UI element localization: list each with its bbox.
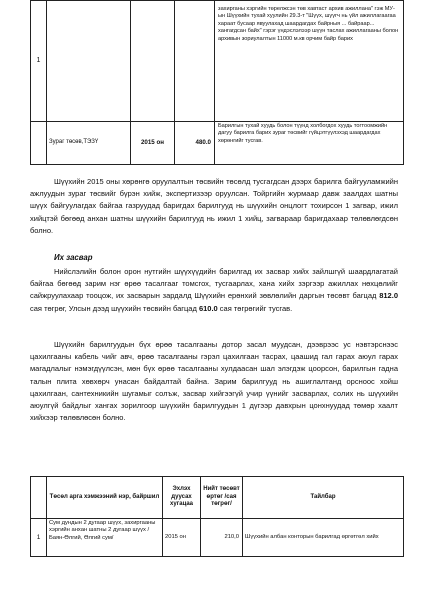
note-cell: Шүүхийн албан конторын барилгад өргөтгөл хийх [243, 519, 404, 557]
cost-cell: 210,0 [201, 519, 243, 557]
paragraph-summary [30, 176, 398, 237]
header-cell-note: Тайлбар [243, 477, 404, 519]
amount-cell: 480.0 [175, 122, 215, 165]
amount-highlight: 610.0 [198, 303, 218, 313]
empty-cell [31, 122, 47, 165]
paragraph-text: Нийслэлийн болон орон нутгийн шүүхүүдийн барилгад их засвар хийх зайлшгүй шаардлагатай байгаа бөгөөд зарим нэг өрөө тасалгааг томсгох, тусгаарлах, хана хийх зэргээр ажиллах нөхцөлийг сайжруулахаар тооцож, их засварын зардалд Шүүхийн ерөнхий зөвлөлийн даргын төсөвт багцад [30, 267, 398, 301]
table-row [31, 1, 404, 122]
project-name-cell: Сум дундын 2 дугаар шүүх, захиргааны хэргийн анхан шатны 2 дугаар шүүх /Баян-Өлгий, Өлгий сум/ [47, 519, 163, 557]
paragraph-building-condition [30, 339, 398, 424]
table-row [31, 122, 404, 165]
paragraph-text: Шүүхийн 2015 оны хөрөнгө оруулалтын төсвийн төсөлд тусгагдсан дээрх барилга байгууламжийн ажлуудын зураг төсвийг бүрэн хийж, экспертизээр оруулсан. Тойргийн журмаар давж заалдах шатны шүүх байгуулагдах байгаа газруудад баригдах барилгууд нь шүүхийн онцлогт тохирсон 1 загвар, ижил хийцтэй бөгөөд анхан шатны шүүхийн барилгууд нь ижил 1 хийц, загвараар баригдахаар төлөвлөгдсөн болно. [30, 177, 398, 235]
paragraph-text: Шүүхийн барилгуудын бүх өрөө тасалгааны дотор засал муудсан, дээврээс ус нэвтэрснээс цахилгааны кабель чийг авч, өрөө тасалгааны гэрэл цахилгаан тасрах, цаашид гал гарах аюул гарах магадлалыг нэмэгдүүлсэн, мөн бүх өрөө тасалгааны хулдаасан шал элэгдэж цоорсон, барилгын гадна талын плита хөвхөрч унасан байдалтай байна. Зарим барилгууд нь ашиглалтанд орсноос хойш цахилгаан, сантехникийн шугамыг солъж, засвар хийгээгүй учир үүнийг засварлах, солих нь шүүхийн аюулгүй байдлыг хангах зорилгоор шүүхийн барилгуудын 1 дүгээр давхрын цонхнуудад төмөр хаалт хийхээр төлөвлөсөн болно. [30, 340, 398, 423]
header-cell-period: Эхлэх дуусах хугацаа [163, 477, 201, 519]
paragraph-major-repair [30, 266, 398, 315]
year-cell: 2015 он [163, 519, 201, 557]
year-cell: 2015 он [131, 122, 175, 165]
description-cell: Барилгын тухай хуудь болон түүнд холбогдох хуудь тогтоомжийн дагуу барилга барих зураг төсвийг гүйцэтгүүлэхэд шаардагдах хөрөнгийг тусгав. [215, 122, 404, 165]
empty-cell [131, 1, 175, 122]
description-cell: захирганы хэргийн төрелжсэн төв хавтаст архив ажиллана" гэж МУ-ын Шүүхийн тухай хуулийн 29.3-т "Шүүх, шүүгч нь үйл ажиллагаагаа хараат бусаар явуулахад шаардагдах байрныя ... байраар... хангагдсан байх" гэрэг үндэслэлээр шүүн таслах ажиллагааны болон архивын зориулалтын 11000 м.кв орчим байр барих [215, 1, 404, 122]
empty-cell [47, 1, 131, 122]
header-cell-number [31, 477, 47, 519]
projects-table-top [30, 0, 404, 165]
table-header-row [31, 477, 404, 519]
table-row [31, 519, 404, 557]
paragraph-text: сая төгрөгийг тусгав. [217, 303, 293, 313]
section-heading-major-repair: Их засвар [54, 253, 93, 262]
row-number: 1 [31, 1, 47, 122]
row-number: 1 [31, 519, 47, 557]
project-name-cell: Зураг төсөв,ТЭЗҮ [47, 122, 131, 165]
header-cell-cost: Нийт төсөвт өртөг /сая төгрөг/ [201, 477, 243, 519]
paragraph-text: сая төгрөг, Улсын дээд шүүхийн төсвийн багцад [30, 303, 199, 313]
projects-table-bottom [30, 476, 404, 557]
header-cell-name: Төсөл арга хэмжээний нэр, байршил [47, 477, 163, 519]
empty-cell [175, 1, 215, 122]
amount-highlight: 812.0 [379, 291, 398, 301]
